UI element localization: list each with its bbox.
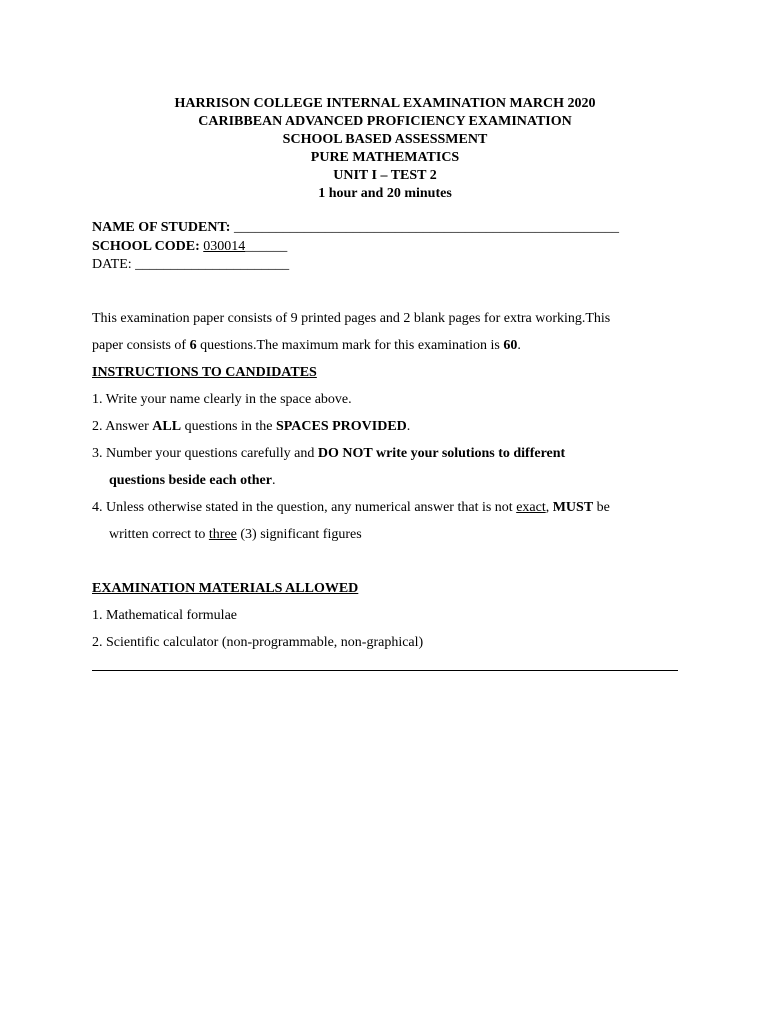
instruction-text: written correct to <box>109 527 209 542</box>
instruction-emphasis: SPACES PROVIDED <box>275 419 407 434</box>
name-field-row <box>92 219 692 238</box>
intro-text: questions.The maximum mark for this examination is <box>196 338 504 353</box>
header-examination: CARIBBEAN ADVANCED PROFICIENCY EXAMINATION <box>198 114 572 129</box>
intro-paragraph <box>92 305 692 359</box>
instruction-underlined: three <box>208 527 237 542</box>
material-2: 2. Scientific calculator (non-programmable, non-graphical) <box>92 635 424 650</box>
instruction-text: . <box>406 419 411 434</box>
maximum-mark: 60 <box>503 338 518 353</box>
section-spacer <box>92 548 692 575</box>
school-code-value: 030014 <box>203 238 246 254</box>
intro-text: paper consists of <box>92 338 190 353</box>
exam-header <box>0 95 770 203</box>
instructions-heading: INSTRUCTIONS TO CANDIDATES <box>92 365 317 380</box>
instruction-text: 4. Unless otherwise stated in the question, any numerical answer that is not <box>92 500 517 515</box>
material-1: 1. Mathematical formulae <box>92 608 237 623</box>
instruction-text: . <box>271 473 276 488</box>
date-field-blank: ______________________ <box>135 257 290 272</box>
header-subject: PURE MATHEMATICS <box>310 150 460 165</box>
instruction-emphasis: questions beside each other <box>109 473 272 488</box>
instruction-4 <box>92 494 692 521</box>
instruction-emphasis: MUST <box>552 500 594 515</box>
instruction-underlined: exact <box>516 500 546 515</box>
header-assessment: SCHOOL BASED ASSESSMENT <box>282 132 488 147</box>
instruction-1: 1. Write your name clearly in the space above. <box>92 392 352 407</box>
school-code-label: SCHOOL CODE: <box>92 238 200 254</box>
name-field-label: NAME OF STUDENT: <box>92 220 231 235</box>
instruction-emphasis: DO NOT write your solutions to different <box>317 446 566 461</box>
date-field-label: DATE: <box>92 257 132 272</box>
exam-body <box>92 305 692 656</box>
student-fields <box>92 219 692 275</box>
intro-line-1: This examination paper consists of 9 printed pages and 2 blank pages for extra working.This <box>92 311 611 326</box>
instruction-text: questions in the <box>181 419 276 434</box>
school-code-row <box>92 238 692 257</box>
instruction-text: (3) significant figures <box>236 527 362 542</box>
instruction-3 <box>92 440 692 467</box>
materials-heading: EXAMINATION MATERIALS ALLOWED <box>92 581 359 596</box>
header-institution: HARRISON COLLEGE INTERNAL EXAMINATION MARCH 2020 <box>174 96 596 111</box>
instruction-text: be <box>593 500 610 515</box>
instruction-4-continued <box>92 521 692 548</box>
question-count: 6 <box>189 338 197 353</box>
instruction-text: 2. Answer <box>92 419 153 434</box>
instruction-3-continued <box>92 467 692 494</box>
date-field-row <box>92 256 692 275</box>
instruction-emphasis: ALL <box>152 419 182 434</box>
instruction-text: , <box>545 500 553 515</box>
instruction-text: 3. Number your questions carefully and <box>92 446 318 461</box>
school-code-blank: ______ <box>245 238 288 254</box>
name-field-blank: _______________________________________________________ <box>233 220 619 235</box>
instruction-2 <box>92 413 692 440</box>
header-unit: UNIT I – TEST 2 <box>333 168 437 183</box>
header-duration: 1 hour and 20 minutes <box>318 186 452 201</box>
horizontal-rule <box>92 670 678 671</box>
intro-text: . <box>517 338 521 353</box>
intro-line-2 <box>92 332 692 359</box>
